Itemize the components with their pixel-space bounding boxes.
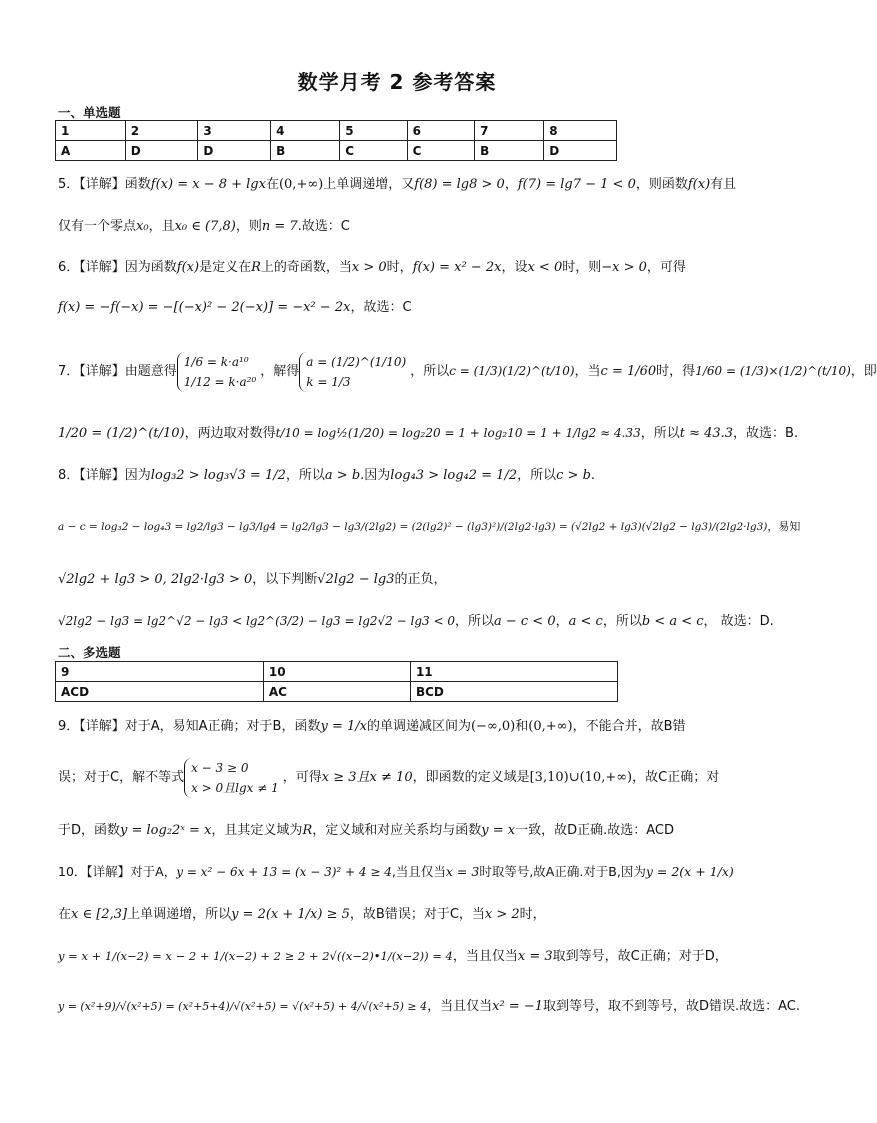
q8-line-4 xyxy=(58,612,774,631)
text: ，所以 xyxy=(454,614,494,629)
math: y = (x²+9)/√(x²+5) = (x²+5+4)/√(x²+5) = √(x²+5) + 4/√(x²+5) ≥ 4 xyxy=(58,1000,428,1013)
inequality: x − 3 ≥ 0 xyxy=(191,760,249,775)
table-cell: 1 xyxy=(56,121,126,141)
math: y = x + 1/(x−2) = x − 2 + 1/(x−2) + 2 ≥ 2 + 2√((x−2)•1/(x−2)) = 4 xyxy=(58,949,453,963)
math: b < a < c xyxy=(641,614,704,629)
math: c > b xyxy=(556,468,591,483)
table-row-answers xyxy=(56,141,617,161)
table-cell: AC xyxy=(263,682,410,702)
table-cell: BCD xyxy=(410,682,617,702)
text: ，故C正确；对 xyxy=(632,770,720,785)
q9-line-1 xyxy=(58,718,685,736)
text: ，故选：C xyxy=(350,300,412,315)
math: [3,10)∪(10,+∞) xyxy=(529,770,633,785)
text: ，所以 xyxy=(285,468,325,483)
q10-label: 10．【详解】对于A， xyxy=(58,864,177,879)
text: ，可得 xyxy=(282,770,322,785)
math: √2lg2 − lg3 = lg2^√2 − lg3 < lg2^(3/2) − lg3 = lg2√2 − lg3 < 0 xyxy=(58,614,455,628)
table-cell: C xyxy=(407,141,474,161)
math: f(x) = x − 8 + lgx xyxy=(150,177,266,192)
math: a > b xyxy=(324,468,361,483)
q8-line-3 xyxy=(58,571,447,589)
section-heading-multiple-choice: 二、多选题 xyxy=(58,645,121,660)
math: t ≈ 43.3 xyxy=(679,426,734,441)
q6-label: 6．【详解】因为函数 xyxy=(58,260,177,275)
math: (0,+∞) xyxy=(528,719,573,734)
table-cell: 2 xyxy=(125,121,198,141)
text: ，当且仅当 xyxy=(452,949,518,964)
math: f(x) xyxy=(176,260,200,275)
text: 有且 xyxy=(710,177,737,192)
q6-line-2 xyxy=(58,299,412,317)
q5-label: 5．【详解】函数 xyxy=(58,177,151,192)
text: ，定义域和对应关系均与函数 xyxy=(312,823,482,838)
math: √2lg2 + lg3 > 0, 2lg2·lg3 > 0 xyxy=(58,572,253,587)
math: x > 2 xyxy=(484,907,520,922)
text: 是定义在 xyxy=(199,260,252,275)
table-cell: 5 xyxy=(340,121,407,141)
single-choice-answer-table xyxy=(55,120,617,161)
q5-line-1 xyxy=(58,176,736,194)
math: R xyxy=(302,823,313,838)
text: 上的奇函数，当 xyxy=(260,260,352,275)
math: 1/20 = (1/2)^(t/10) xyxy=(58,426,185,441)
inequality-system xyxy=(184,758,283,798)
table-cell: 9 xyxy=(56,662,264,682)
table-row-numbers xyxy=(56,662,618,682)
page-title: 数学月考 2 参考答案 xyxy=(297,70,497,94)
text: ，所以 xyxy=(602,614,642,629)
math: x = 3 xyxy=(517,949,553,964)
text: .因为 xyxy=(360,468,391,483)
text: ，当且仅当 xyxy=(427,999,493,1014)
q10-line-3 xyxy=(58,947,728,966)
text: .故选：C xyxy=(297,219,350,234)
equation-system xyxy=(299,352,410,392)
math: y = 2(x + 1/x) ≥ 5 xyxy=(231,907,350,922)
math: y = 2(x + 1/x) xyxy=(645,864,734,879)
math: f(x) xyxy=(687,177,711,192)
text: 时，则 xyxy=(562,260,602,275)
math: f(x) = −f(−x) = −[(−x)² − 2(−x)] = −x² − 2x xyxy=(58,300,351,315)
text: 的单调递减区间为 xyxy=(366,719,471,734)
q10-line-1 xyxy=(58,863,734,881)
text: ，则 xyxy=(235,219,262,234)
text: ，易知 xyxy=(767,520,801,533)
math: log₃2 > log₃√3 = 1/2 xyxy=(150,468,286,483)
math: f(8) = lg8 > 0 xyxy=(414,177,505,192)
text: 和 xyxy=(515,719,529,734)
q9-line-2 xyxy=(58,756,719,800)
text: 取到等号，取不到等号，故D错误.故选：AC. xyxy=(543,999,801,1014)
text: ，当 xyxy=(574,364,601,379)
text: ,当且仅当 xyxy=(391,864,446,879)
math: log₄3 > log₄2 = 1/2 xyxy=(390,468,518,483)
math: y = x xyxy=(481,823,516,838)
table-cell: 4 xyxy=(271,121,340,141)
table-cell: D xyxy=(544,141,617,161)
text: ，两边取对数得 xyxy=(184,426,276,441)
table-cell: ACD xyxy=(56,682,264,702)
equation: a = (1/2)^(1/10) xyxy=(306,354,407,369)
math: a − c = log₃2 − log₄3 = lg2/lg3 − lg3/lg4 = lg2/lg3 − lg3/(2lg2) = (2(lg2)² − (lg3)²)/(2lg2·lg3) = (√2lg2 + lg3)(√2lg2 − lg3)/(2lg2·lg3) xyxy=(58,521,768,533)
math: 1/60 = (1/3)×(1/2)^(t/10) xyxy=(695,364,851,378)
table-row-numbers xyxy=(56,121,617,141)
math: x₀ xyxy=(136,219,149,234)
text: 时， xyxy=(386,260,413,275)
text: ，所以 xyxy=(410,364,450,379)
text: ，解得 xyxy=(260,364,300,379)
table-cell: 7 xyxy=(475,121,544,141)
text: 的正负， xyxy=(394,572,447,587)
text: 一致，故D正确.故选：ACD xyxy=(515,823,674,838)
math: (−∞,0) xyxy=(470,719,516,734)
q8-label: 8．【详解】因为 xyxy=(58,468,151,483)
text: 在 xyxy=(58,907,72,922)
math: y = x² − 6x + 13 = (x − 3)² + 4 ≥ 4 xyxy=(176,865,392,879)
math: √2lg2 − lg3 xyxy=(317,572,395,587)
multiple-choice-answer-table xyxy=(55,661,618,702)
equation: 1/6 = k·a¹⁰ xyxy=(183,354,249,369)
text: ，故选：B. xyxy=(733,426,799,441)
table-cell: 10 xyxy=(263,662,410,682)
text: ，故B错误；对于C，当 xyxy=(349,907,485,922)
inequality: x > 0且lgx ≠ 1 xyxy=(191,780,279,795)
text: ， xyxy=(504,177,518,192)
math: x ∈ [2,3] xyxy=(71,907,128,922)
table-cell: D xyxy=(198,141,271,161)
math: f(7) = lg7 − 1 < 0 xyxy=(517,177,636,192)
table-row-answers xyxy=(56,682,618,702)
text: 在 xyxy=(265,177,279,192)
text: ，可得 xyxy=(646,260,686,275)
text: ，且 xyxy=(148,219,175,234)
q7-label: 7．【详解】由题意得 xyxy=(58,364,177,379)
math: a − c < 0 xyxy=(493,614,556,629)
table-cell: A xyxy=(56,141,126,161)
q10-line-2 xyxy=(58,906,546,924)
text: 时， xyxy=(519,907,546,922)
math: c = (1/3)(1/2)^(t/10) xyxy=(449,364,575,378)
q7-line-1 xyxy=(58,336,877,406)
table-cell: 6 xyxy=(407,121,474,141)
math: x² = −1 xyxy=(492,999,543,1014)
equation: 1/12 = k·a²⁰ xyxy=(183,374,257,389)
text: 时取等号,故A正确.对于B,因为 xyxy=(479,864,646,879)
text: 时，得 xyxy=(656,364,696,379)
text: ，即函数的定义域是 xyxy=(412,770,530,785)
table-cell: C xyxy=(340,141,407,161)
math: c = 1/60 xyxy=(600,364,657,379)
text: ，所以 xyxy=(640,426,680,441)
text: 取到等号，故C正确；对于D， xyxy=(552,949,728,964)
table-cell: D xyxy=(125,141,198,161)
q9-line-3 xyxy=(58,822,674,840)
math: x ≥ 3且x ≠ 10 xyxy=(321,770,413,785)
q6-line-1 xyxy=(58,259,686,277)
q5-line-2 xyxy=(58,218,350,236)
table-cell: B xyxy=(475,141,544,161)
equation: k = 1/3 xyxy=(306,374,351,389)
text: 仅有一个零点 xyxy=(58,219,137,234)
text: ，不能合并，故B错 xyxy=(572,719,686,734)
text: ，所以 xyxy=(517,468,557,483)
equation-system xyxy=(177,352,261,392)
math: n = 7 xyxy=(261,219,298,234)
text: . xyxy=(590,468,596,483)
text: ，以下判断 xyxy=(252,572,318,587)
q7-line-2 xyxy=(58,424,798,443)
q8-line-2 xyxy=(58,518,800,536)
math: x > 0 xyxy=(351,260,387,275)
math: f(x) = x² − 2x xyxy=(412,260,502,275)
math: R xyxy=(251,260,261,275)
table-cell: 8 xyxy=(544,121,617,141)
text: ，即 xyxy=(850,364,877,379)
q9-label: 9．【详解】对于A，易知A正确；对于B，函数 xyxy=(58,719,321,734)
q8-line-1 xyxy=(58,467,595,485)
text: ，设 xyxy=(501,260,528,275)
math: t/10 = log½(1/20) = log₂20 = 1 + log₂10 = 1 + 1/lg2 ≈ 4.33 xyxy=(275,426,641,440)
math: −x > 0 xyxy=(601,260,647,275)
text: 上单调递增，所以 xyxy=(127,907,232,922)
text: 于D，函数 xyxy=(58,823,121,838)
math: a < c xyxy=(568,614,603,629)
text: ， 故选：D. xyxy=(703,614,774,629)
table-cell: 11 xyxy=(410,662,617,682)
math: y = 1/x xyxy=(320,719,367,734)
math: x < 0 xyxy=(527,260,563,275)
text: 误；对于C，解不等式 xyxy=(58,770,185,785)
table-cell: B xyxy=(271,141,340,161)
text: ，则函数 xyxy=(635,177,688,192)
text: ， xyxy=(555,614,569,629)
section-heading-single-choice: 一、单选题 xyxy=(58,105,121,120)
text: 上单调递增，又 xyxy=(323,177,415,192)
math: y = log₂2ˣ = x xyxy=(120,823,212,838)
math: x = 3 xyxy=(445,864,480,879)
text: ，且其定义域为 xyxy=(211,823,303,838)
q10-line-4 xyxy=(58,998,800,1016)
math: (0,+∞) xyxy=(278,177,324,192)
math: x₀ ∈ (7,8) xyxy=(174,219,236,234)
table-cell: 3 xyxy=(198,121,271,141)
